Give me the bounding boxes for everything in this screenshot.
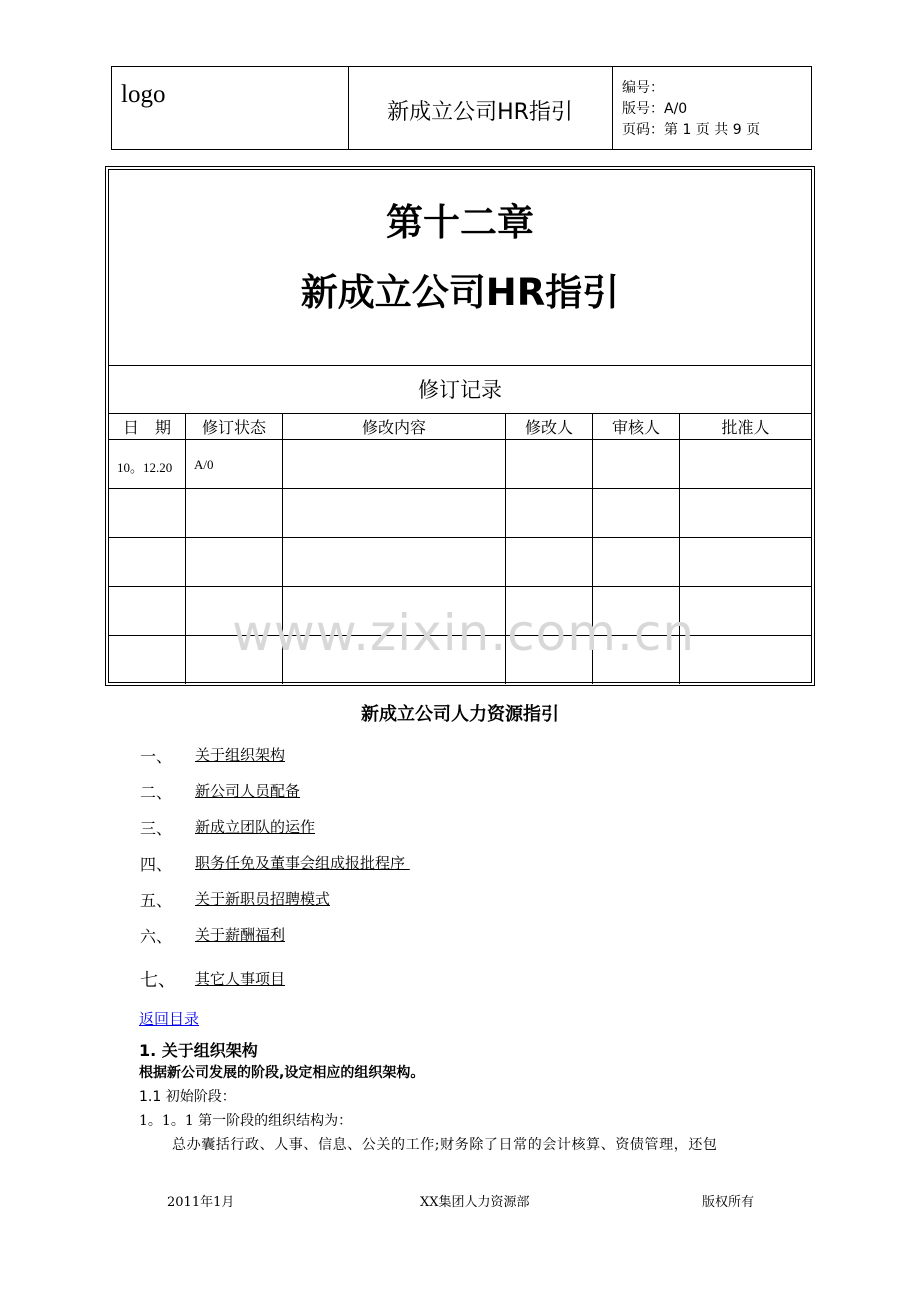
body-paragraph: 总办囊括行政、人事、信息、公关的工作;财务除了日常的会计核算、资债管理，还包 — [172, 1137, 718, 1153]
toc-number: 三、 — [140, 819, 173, 838]
section-description: 根据新公司发展的阶段,设定相应的组织架构。 — [139, 1065, 425, 1081]
subsection-heading: 1.1 初始阶段： — [139, 1089, 236, 1105]
toc-number: 二、 — [140, 783, 173, 802]
table-col-line — [185, 413, 186, 684]
chapter-heading: 第十二章 — [386, 201, 534, 244]
divider — [109, 413, 811, 414]
toc-link-team-operation[interactable]: 新成立团队的运作 — [195, 818, 316, 836]
header-table — [111, 66, 812, 150]
section-heading: 1. 关于组织架构 — [139, 1041, 258, 1060]
col-header-date: 日 期 — [122, 418, 171, 437]
footer-copyright: 版权所有 — [702, 1195, 755, 1210]
divider — [109, 365, 811, 366]
footer-date: 2011年1月 — [167, 1195, 235, 1210]
toc-link-appointment-procedure[interactable]: 职务任免及董事会组成报批程序 — [195, 854, 410, 872]
subsubsection-heading: 1。1。1 第一阶段的组织结构为： — [139, 1113, 353, 1129]
header-title-cell — [348, 67, 613, 149]
table-cell-date: 10。12.20 — [117, 460, 173, 475]
toc-number: 四、 — [140, 855, 173, 874]
col-header-content: 修改内容 — [361, 418, 426, 437]
revision-record-title: 修订记录 — [418, 378, 502, 402]
col-header-approver: 批准人 — [721, 418, 770, 437]
col-header-status: 修订状态 — [201, 418, 266, 437]
doc-code-label: 编号： — [622, 80, 664, 96]
toc-number: 七、 — [140, 970, 176, 991]
table-cell-status: A/0 — [194, 457, 214, 472]
toc-link-org-structure[interactable]: 关于组织架构 — [195, 746, 286, 764]
toc-number: 六、 — [140, 927, 173, 946]
toc-link-staffing[interactable]: 新公司人员配备 — [195, 782, 301, 800]
toc-link-recruitment[interactable]: 关于新职员招聘模式 — [195, 890, 331, 908]
table-row-line — [109, 488, 811, 489]
header-title: 新成立公司HR指引 — [387, 100, 573, 125]
toc-link-other-hr[interactable]: 其它人事项目 — [195, 970, 286, 988]
back-to-toc-link[interactable]: 返回目录 — [139, 1010, 200, 1028]
col-header-modifier: 修改人 — [524, 418, 573, 437]
toc-number: 五、 — [140, 891, 173, 910]
watermark: www.zixin.com.cn — [232, 604, 696, 662]
table-row-line — [109, 439, 811, 440]
header-logo-cell — [112, 67, 349, 149]
page-indicator: 页码：第 1 页 共 9 页 — [622, 122, 761, 138]
table-row-line — [109, 586, 811, 587]
toc-link-compensation[interactable]: 关于薪酬福利 — [195, 926, 286, 944]
document-title: 新成立公司人力资源指引 — [361, 704, 559, 725]
doc-version: 版号：A/0 — [622, 101, 688, 117]
header-meta-cell — [613, 67, 811, 149]
cover-title: 新成立公司HR指引 — [300, 271, 620, 314]
footer-department: XX集团人力资源部 — [420, 1195, 530, 1210]
toc-number: 一、 — [140, 747, 173, 766]
logo: logo — [121, 81, 166, 108]
col-header-reviewer: 审核人 — [611, 418, 660, 437]
table-row-line — [109, 537, 811, 538]
